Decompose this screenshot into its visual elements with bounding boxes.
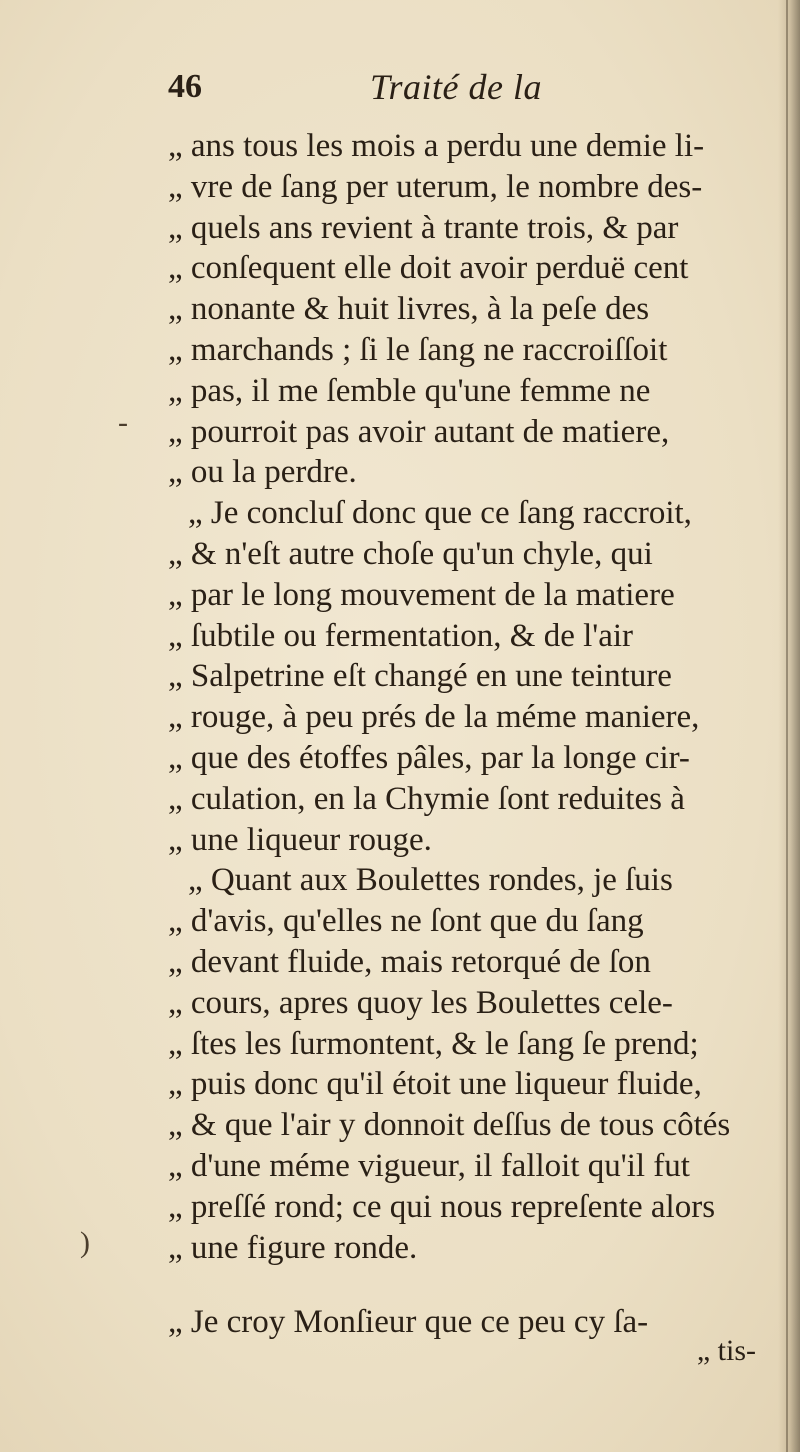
text-line: „ ſtes les ſurmontent, & le ſang ſe prend; [168,1025,699,1062]
page-header [160,62,760,112]
text-line: „ une figure ronde. [168,1229,418,1266]
text-line: „ une liqueur rouge. [168,821,432,858]
margin-mark-dash: - [118,406,128,439]
text-line: „ marchands ; ſi le ſang ne raccroiſſoit [168,331,668,368]
text-line: „ par le long mouvement de la matiere [168,576,675,613]
text-line: „ preſſé rond; ce qui nous repreſente alors [168,1188,716,1225]
paragraph-gap [168,1268,780,1302]
catchword: „ tis- [696,1334,756,1367]
text-line: „ Je concluſ donc que ce ſang raccroit, [188,495,692,532]
text-line: „ ans tous les mois a perdu une demie li- [168,128,705,164]
text-line: „ ſubtile ou fermentation, & de l'air [168,617,634,654]
text-line: „ pourroit pas avoir autant de matiere, [168,413,670,450]
text-line: „ & que l'air y donnoit deſſus de tous côtés [168,1107,731,1144]
text-line: „ devant fluide, mais retorqué de ſon [168,943,651,980]
text-line: „ pas, il me ſemble qu'une femme ne [168,372,651,409]
page-edge-line [786,0,788,1452]
text-line: „ conſequent elle doit avoir perduë cent [168,250,689,287]
text-line: „ puis donc qu'il étoit une liqueur fluide, [168,1066,702,1103]
running-title: Traité de la [370,67,543,107]
text-line: „ ou la perdre. [168,454,357,491]
text-line: „ Salpetrine eſt changé en une teinture [168,658,672,695]
text-line: „ que des étoffes pâles, par la longe cir- [168,739,690,776]
text-line: „ d'une méme vigueur, il falloit qu'il fut [168,1147,690,1184]
text-line: „ Je croy Monſieur que ce peu cy ſa- [168,1304,649,1341]
text-line: „ rouge, à peu prés de la méme maniere, [168,699,700,736]
text-line: „ d'avis, qu'elles ne ſont que du ſang [168,903,644,940]
text-line: „ & n'eſt autre choſe qu'un chyle, qui [168,535,653,572]
margin-mark-paren: ) [80,1226,90,1259]
page-gutter-shadow [778,0,800,1452]
page-number: 46 [168,68,202,105]
text-line: „ nonante & huit livres, à la peſe des [168,291,650,328]
text-line: „ culation, en la Chymie ſont reduites à [168,780,685,817]
body-text [168,126,780,1343]
text-line: „ quels ans revient à trante trois, & par [168,209,679,246]
text-line: „ Quant aux Boulettes rondes, je ſuis [188,862,673,899]
text-line: „ cours, apres quoy les Boulettes cele- [168,984,673,1021]
text-line: „ vre de ſang per uterum, le nombre des- [168,168,703,205]
